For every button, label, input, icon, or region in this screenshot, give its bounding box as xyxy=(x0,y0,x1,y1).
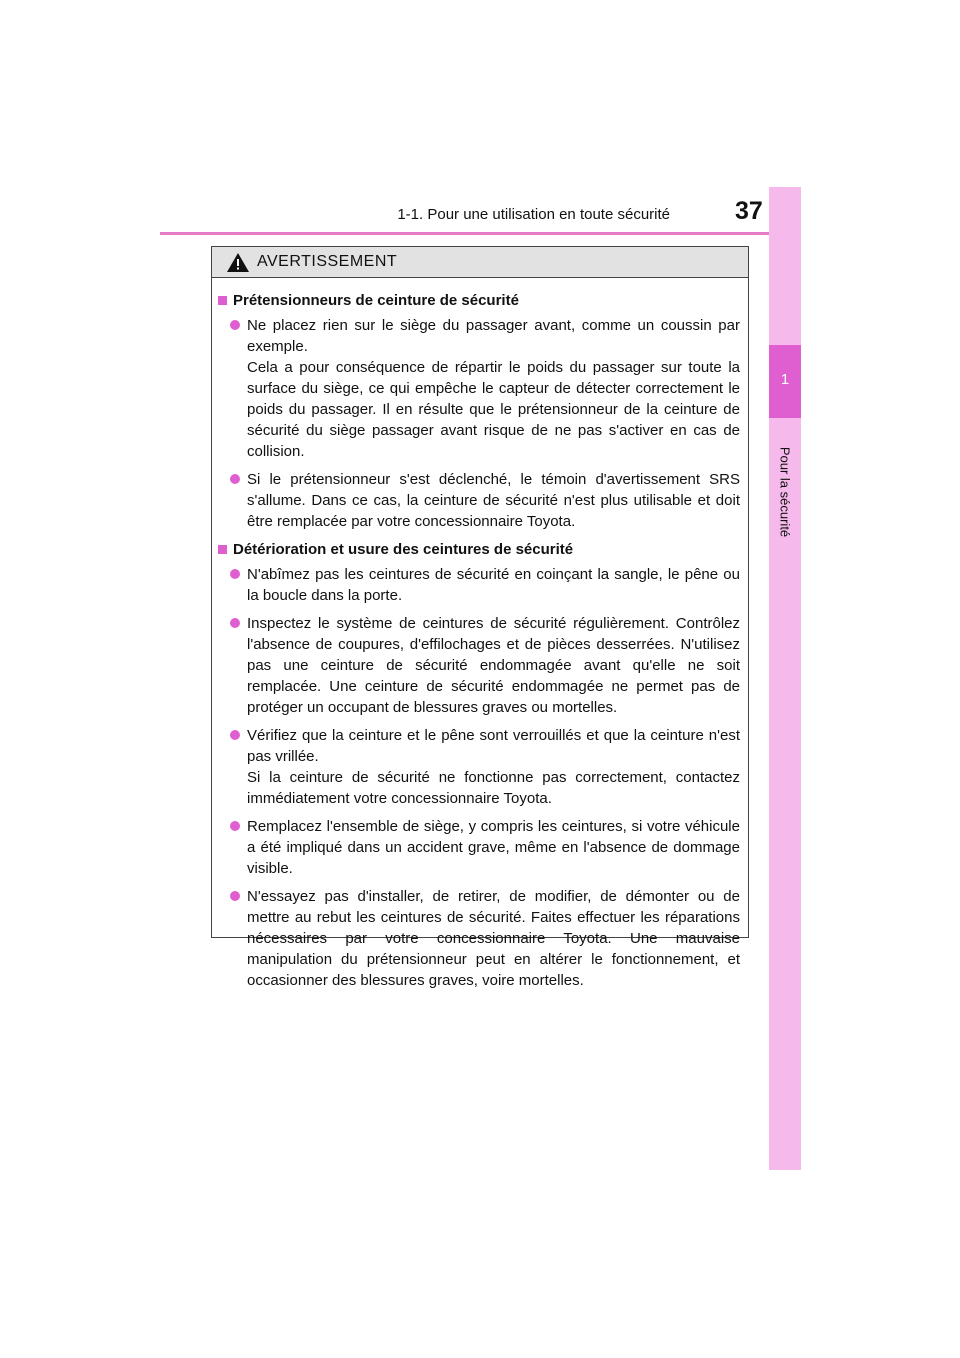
header-rule xyxy=(160,232,801,235)
header-section-title: 1-1. Pour une utilisation en toute sécurité xyxy=(397,206,670,223)
round-bullet-icon xyxy=(230,891,240,901)
section-title: Prétensionneurs de ceinture de sécurité xyxy=(218,290,740,311)
round-bullet-icon xyxy=(230,618,240,628)
paragraph: Inspectez le système de ceintures de sécurité régulièrement. Contrôlez l'absence de coupures, d'effilochages et de pièces desserrées. N'utilisez pas une ceinture de sécurité endommagée avant qu'elle ne soit remplacée. Une ceinture de sécurité endommagée ne permet pas de protéger un occupant de blessures graves ou mortelles. xyxy=(247,615,740,716)
list-item xyxy=(230,315,740,462)
square-bullet-icon xyxy=(218,296,227,305)
square-bullet-icon xyxy=(218,545,227,554)
paragraph: Si le prétensionneur s'est déclenché, le témoin d'avertissement SRS s'allume. Dans ce cas, la ceinture de sécurité n'est plus utilisable et doit être remplacée par votre concessionnaire Toyota. xyxy=(247,471,740,530)
warning-triangle-icon xyxy=(227,253,249,272)
warning-body xyxy=(212,278,748,991)
paragraph: Vérifiez que la ceinture et le pêne sont verrouillés et que la ceinture n'est pas vrillée. xyxy=(247,727,740,765)
round-bullet-icon xyxy=(230,821,240,831)
round-bullet-icon xyxy=(230,320,240,330)
paragraph: Remplacez l'ensemble de siège, y compris les ceintures, si votre véhicule a été impliqué dans un accident grave, même en l'absence de dommage visible. xyxy=(247,818,740,877)
chapter-title: Pour la sécurité xyxy=(777,446,793,538)
paragraph: N'abîmez pas les ceintures de sécurité en coinçant la sangle, le pêne ou la boucle dans la porte. xyxy=(247,566,740,604)
list-item xyxy=(230,886,740,991)
paragraph: Si la ceinture de sécurité ne fonctionne pas correctement, contactez immédiatement votre concessionnaire Toyota. xyxy=(247,769,740,807)
round-bullet-icon xyxy=(230,569,240,579)
list-item xyxy=(230,469,740,532)
page-number: 37 xyxy=(735,197,763,225)
paragraph: Cela a pour conséquence de répartir le poids du passager sur toute la surface du siège, ce qui empêche le capteur de détecter correctement le poids du passager. Il en résulte que le prétensionneur de la ceinture de sécurité du siège passager avant risque de ne pas s'activer en cas de collision. xyxy=(247,359,740,460)
section-title: Détérioration et usure des ceintures de sécurité xyxy=(218,539,740,560)
round-bullet-icon xyxy=(230,474,240,484)
list-item xyxy=(230,816,740,879)
list-item xyxy=(230,725,740,809)
round-bullet-icon xyxy=(230,730,240,740)
list-item xyxy=(230,564,740,606)
chapter-side-tab xyxy=(769,187,801,1170)
warning-box xyxy=(211,246,749,989)
list-item xyxy=(230,613,740,718)
chapter-number: 1 xyxy=(780,371,790,388)
warning-header xyxy=(212,247,748,278)
paragraph: N'essayez pas d'installer, de retirer, de modifier, de démonter ou de mettre au rebut les ceintures de sécurité. Faites effectuer les réparations nécessaires par votre concessionnaire Toyota. Une mauvaise manipulation du prétensionneur peut en altérer le fonctionnement, et occasionner des blessures graves, voire mortelles. xyxy=(247,888,740,989)
warning-title: AVERTISSEMENT xyxy=(257,253,398,270)
paragraph: Ne placez rien sur le siège du passager avant, comme un coussin par exemple. xyxy=(247,317,740,355)
